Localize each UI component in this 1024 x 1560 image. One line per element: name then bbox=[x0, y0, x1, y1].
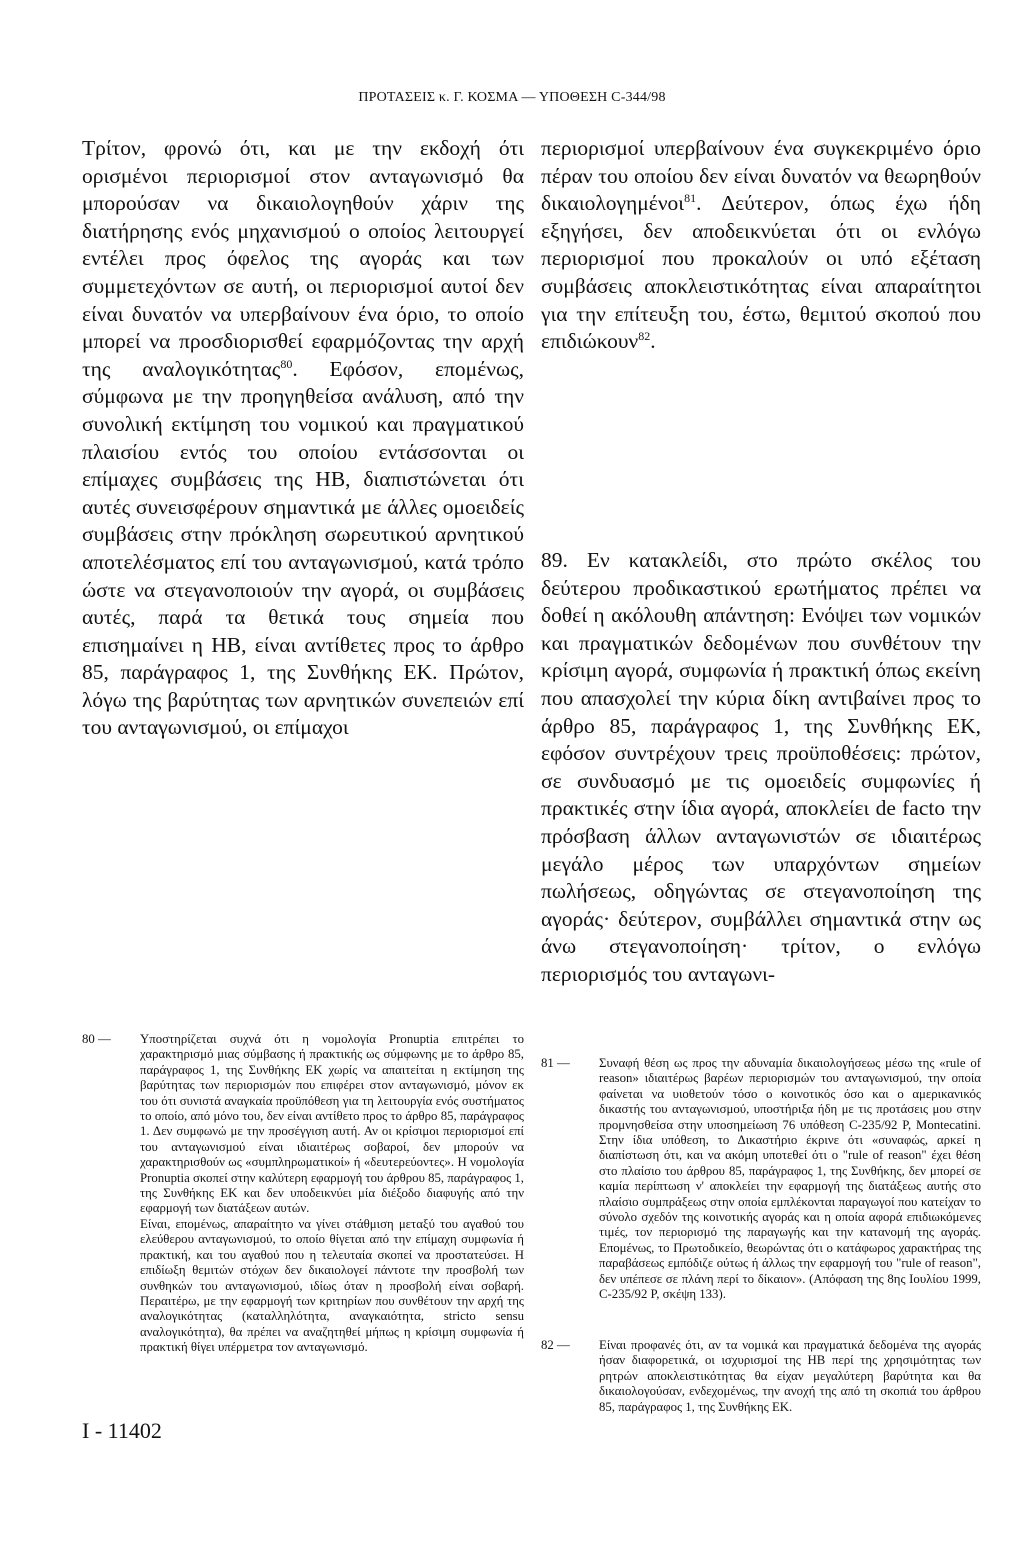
footnote-reference-82[interactable]: 82 bbox=[638, 329, 651, 343]
footnote-82-block bbox=[541, 1338, 981, 1415]
footnote-text: Συναφή θέση ως προς την αδυναμία δικαιολογήσεως μέσω της «rule of reason» ιδιαιτέρως βαρέων περιορισμών του ανταγωνισμού, την οποία φαίνεται να υιοθετούν τόσο ο κοινοτικός όσο και ο αμερικανικός δικαστής του ανταγωνισμού, υποστήριξα ήδη με τις προτάσεις μου στην προμνησθείσα στην υποσημείωση 76 υπόθεση C-235/92 P, Montecatini. Στην ίδια υπόθεση, το Δικαστήριο έκρινε ότι «συναφώς, αρκεί η διαπίστωση ότι, και να ακόμη υποτεθεί ότι ο "rule of reason" έχει θέση στο πλαίσιο του άρθρου 85, παράγραφος 1, της Συνθήκης, δεν μπορεί σε καμία περίπτωση ν' αποκλείει την εφαρμογή της διατάξεως αυτής στο πλαίσιο συμπράξεως στην οποία εμπλέκονται παραγωγοί που κατείχαν το σύνολο σχεδόν της κοινοτικής αγοράς και η οποία αφορά επιδιωκόμενες τιμές, τον περιορισμό της παραγωγής και την κατανομή της αγοράς. Επομένως, το Πρωτοδικείο, θεωρώντας ότι ο κατάφωρος χαρακτήρας της παραβάσεως εμπόδιζε ούτως ή άλλως την εφαρμογή του "rule of reason", δεν υπέπεσε σε πλάνη περί το δίκαιον». (Απόφαση της 8ης Ιουλίου 1999, C-235/92 P, σκέψη 133). bbox=[599, 1056, 981, 1302]
footnote-80 bbox=[82, 1032, 524, 1356]
footnote-81-block bbox=[541, 1056, 981, 1303]
footnote-82 bbox=[541, 1338, 981, 1415]
footnote-reference-80[interactable]: 80 bbox=[280, 356, 293, 371]
paragraph-continuation bbox=[541, 135, 981, 356]
footnote-81 bbox=[541, 1056, 981, 1303]
text-segment: . Δεύτερον, όπως έχω ήδη εξηγήσει, δεν αποδεικνύεται ότι οι ενλόγω περιορισμοί που προκαλούν οι υπό εξέταση συμβάσεις αποκλειστικότητας είναι απαραίτητοι για την επίτευξη του, έστω, θεμιτού σκοπού που επιδιώκουν bbox=[541, 191, 981, 354]
footnote-80-second-paragraph: Είναι, επομένως, απαραίτητο να γίνει στάθμιση μεταξύ του αγαθού του ελεύθερου ανταγωνισμού, το οποίο θίγεται από την επίμαχη συμφωνία ή πρακτική, και του αγαθού που η τελευταία σκοπεί να προστατεύσει. Η επιδίωξη θεμιτών στόχων δεν δικαιολογεί πάντοτε την προσβολή των συνθηκών του ανταγωνισμού, ιδίως όταν η προσβολή είναι σοβαρή. Περαιτέρω, με την εφαρμογή των κριτηρίων που συνθέτουν την αρχή της αναλογικότητας (καταλληλότητα, αναγκαιότητα, stricto sensu αναλογικότητα), θα πρέπει να αναζητηθεί μήπως η κρίσιμη συμφωνία ή πρακτική θίγει υπέρμετρα τον ανταγωνισμό. bbox=[140, 1216, 524, 1355]
footnote-text: Υποστηρίζεται συχνά ότι η νομολογία Pronuptia επιτρέπει το χαρακτηρισμό μιας σύμβασης ή πρακτικής ως σύμφωνης με το άρθρο 85, παράγραφος 1, της Συνθήκης ΕΚ χωρίς να απαιτείται η εκτίμηση της βαρύτητας των περιορισμών που επιφέρει στον ανταγωνισμό, μόνον εκ του ότι συνιστά αναγκαία προϋπόθεση για τη λειτουργία ενός συστήματος το οποίο, από μόνο του, δεν είναι αντίθετο προς το άρθρο 85, παράγραφος 1. Δεν συμφωνώ με την προσέγγιση αυτή. Αν οι κρίσιμοι περιορισμοί επί του ανταγωνισμού είναι ιδιαιτέρως σοβαροί, δεν μπορούν να χαρακτηρισθούν ως «συμπληρωματικοί» ή «δευτερεύοντες». Η νομολογία Pronuptia σκοπεί στην καλύτερη εφαρμογή του άρθρου 85, παράγραφος 1, της Συνθήκης ΕΚ και δεν υποδεικνύει μία διέξοδο διαφυγής από την εφαρμογή των διατάξεων αυτών. bbox=[140, 1032, 524, 1216]
paragraph-89 bbox=[541, 547, 981, 989]
footnote-number: 81 — bbox=[541, 1056, 570, 1070]
footnote-number: 82 — bbox=[541, 1338, 570, 1352]
text-segment: Τρίτον, φρονώ ότι, και με την εκδοχή ότι ορισμένοι περιορισμοί στον ανταγωνισμό θα μπορούσαν να δικαιολογηθούν χάριν της διατήρησης ενός μηχανισμού ο οποίος λειτουργεί εντέλει προς όφελος της αγοράς και των συμμετεχόντων σε αυτή, οι περιορισμοί αυτοί δεν είναι δυνατόν να υπερβαίνουν ένα όριο, το οποίο μπορεί να προσδιορισθεί εφαρμόζοντας την αρχή της αναλογικότητας bbox=[82, 136, 524, 381]
running-header: ΠΡΟΤΑΣΕΙΣ κ. Γ. ΚΟΣΜΑ — ΥΠΟΘΕΣΗ C-344/98 bbox=[358, 90, 666, 105]
text-segment: . bbox=[650, 329, 656, 354]
paragraph-89-text: 89. Εν κατακλείδι, στο πρώτο σκέλος του δεύτερου προδικαστικού ερωτήματος πρέπει να δοθεί η ακόλουθη απάντηση: Ενόψει των νομικών και πραγματικών δεδομένων που συνθέτουν την κρίσιμη αγορά, συμφωνία ή πρακτική όπως εκείνη που απασχολεί την κύρια δίκη αντιβαίνει προς το άρθρο 85, παράγραφος 1, της Συνθήκης ΕΚ, εφόσον συντρέχουν τρεις προϋποθέσεις: πρώτον, σε συνδυασμό με τις ομοειδείς συμφωνίες ή πρακτικές στην ίδια αγορά, αποκλείει de facto την πρόσβαση άλλων ανταγωνιστών σε ιδιαιτέρως μεγάλο μέρος των υπαρχόντων σημείων πωλήσεως, οδηγώντας σε στεγανοποίηση της αγοράς· δεύτερον, συμβάλλει σημαντικά στην ως άνω στεγανοποίηση· τρίτον, ο ενλόγω περιορισμός του ανταγωνι- bbox=[541, 548, 981, 986]
footnote-reference-81[interactable]: 81 bbox=[684, 191, 697, 206]
footnote-80-first bbox=[82, 1032, 524, 1217]
footnote-text: Είναι προφανές ότι, αν τα νομικά και πραγματικά δεδομένα της αγοράς ήσαν διαφορετικά, οι ισχυρισμοί της HB περί της χρησιμότητας των ρητρών αποκλειστικότητας θα είχαν μεγαλύτερη βαρύτητα και θα δικαιολογούσαν, ενδεχομένως, την ανοχή της από τη σκοπιά του άρθρου 85, παράγραφος 1, της Συνθήκης ΕΚ. bbox=[599, 1338, 981, 1414]
right-column-text bbox=[541, 135, 981, 356]
footnote-number: 80 — bbox=[82, 1032, 111, 1046]
text-segment: . Εφόσον, επομένως, σύμφωνα με την προηγηθείσα ανάλυση, από την συνολική εκτίμηση του νομικού και πραγματικού πλαισίου εντός του οποίου εντάσσονται οι επίμαχες συμβάσεις της HB, διαπιστώνεται ότι αυτές συνεισφέρουν σημαντικά με άλλες ομοειδείς συμβάσεις στην πρόκληση σωρευτικού αρνητικού αποτελέσματος επί του ανταγωνισμού, κατά τρόπο ώστε να στεγανοποιούν την αγορά, οι συμβάσεις αυτές, παρά τα θετικά τους σημεία που επισημαίνει η HB, είναι αντίθετες προς το άρθρο 85, παράγραφος 1, της Συνθήκης ΕΚ. Πρώτον, λόγω της βαρύτητας των αρνητικών συνεπειών επί του ανταγωνισμού, οι επίμαχοι bbox=[82, 356, 524, 740]
page-number: I - 11402 bbox=[82, 1418, 162, 1443]
paragraph-third-argument bbox=[82, 135, 524, 742]
left-column-text bbox=[82, 135, 524, 742]
text-segment: περιορισμοί υπερβαίνουν ένα συγκεκριμένο όριο πέραν του οποίου δεν είναι δυνατόν να θεωρηθούν δικαιολογημένοι bbox=[541, 136, 981, 216]
